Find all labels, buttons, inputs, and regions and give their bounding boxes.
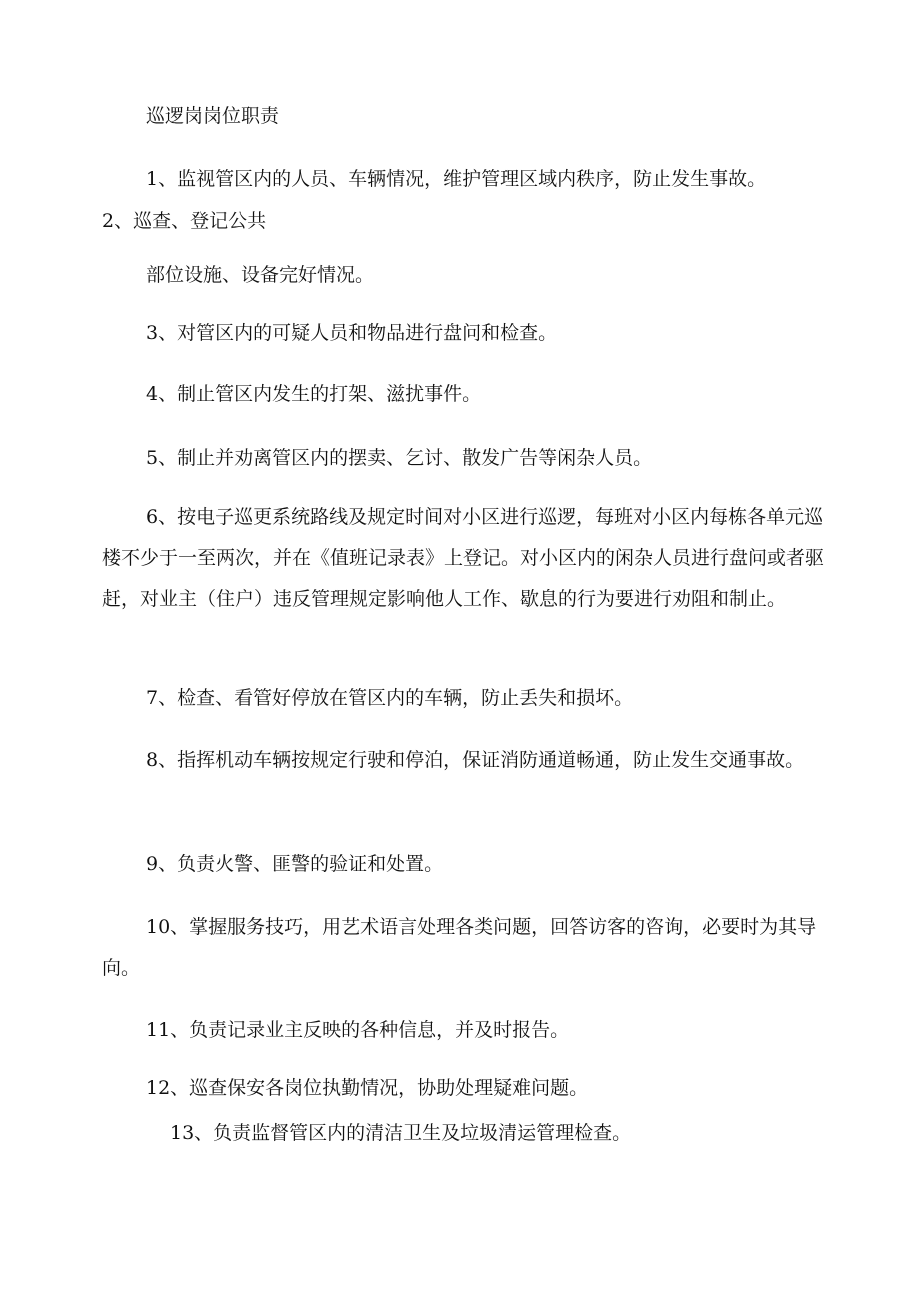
duty-item-6: 6、按电子巡更系统路线及规定时间对小区进行巡逻，每班对小区内每栋各单元巡楼不少于一至两次，并在《值班记录表》上登记。对小区内的闲杂人员进行盘问或者驱赶，对业主（住户）违反管理规定影响他人工作、歇息的行为要进行劝阻和制止。: [102, 506, 825, 610]
document-title: 巡逻岗岗位职责: [146, 105, 280, 127]
duty-item-8: 8、指挥机动车辆按规定行驶和停泊，保证消防通道畅通，防止发生交通事故。: [146, 749, 805, 771]
duty-item-12: 12、巡查保安各岗位执勤情况，协助处理疑难问题。: [146, 1077, 589, 1099]
duty-item-2: 2、巡查、登记公共: [102, 210, 267, 232]
duty-item-10: 10、掌握服务技巧，用艺术语言处理各类问题，回答访客的咨询，必要时为其导向。: [102, 916, 817, 979]
duty-item-9: 9、负责火警、匪警的验证和处置。: [146, 853, 444, 875]
duty-item-3: 3、对管区内的可疑人员和物品进行盘问和检查。: [146, 322, 558, 344]
duty-item-1: 1、监视管区内的人员、车辆情况，维护管理区域内秩序，防止发生事故。: [146, 168, 767, 190]
duty-item-13: 13、负责监督管区内的清洁卫生及垃圾清运管理检查。: [170, 1122, 632, 1144]
duty-item-5: 5、制止并劝离管区内的摆卖、乞讨、散发广告等闲杂人员。: [146, 447, 653, 469]
duty-item-11: 11、负责记录业主反映的各种信息，并及时报告。: [146, 1019, 570, 1041]
duty-item-4: 4、制止管区内发生的打架、滋扰事件。: [146, 383, 482, 405]
duty-item-2-continued: 部位设施、设备完好情况。: [146, 264, 375, 286]
duty-item-7: 7、检查、看管好停放在管区内的车辆，防止丢失和损坏。: [146, 687, 634, 709]
